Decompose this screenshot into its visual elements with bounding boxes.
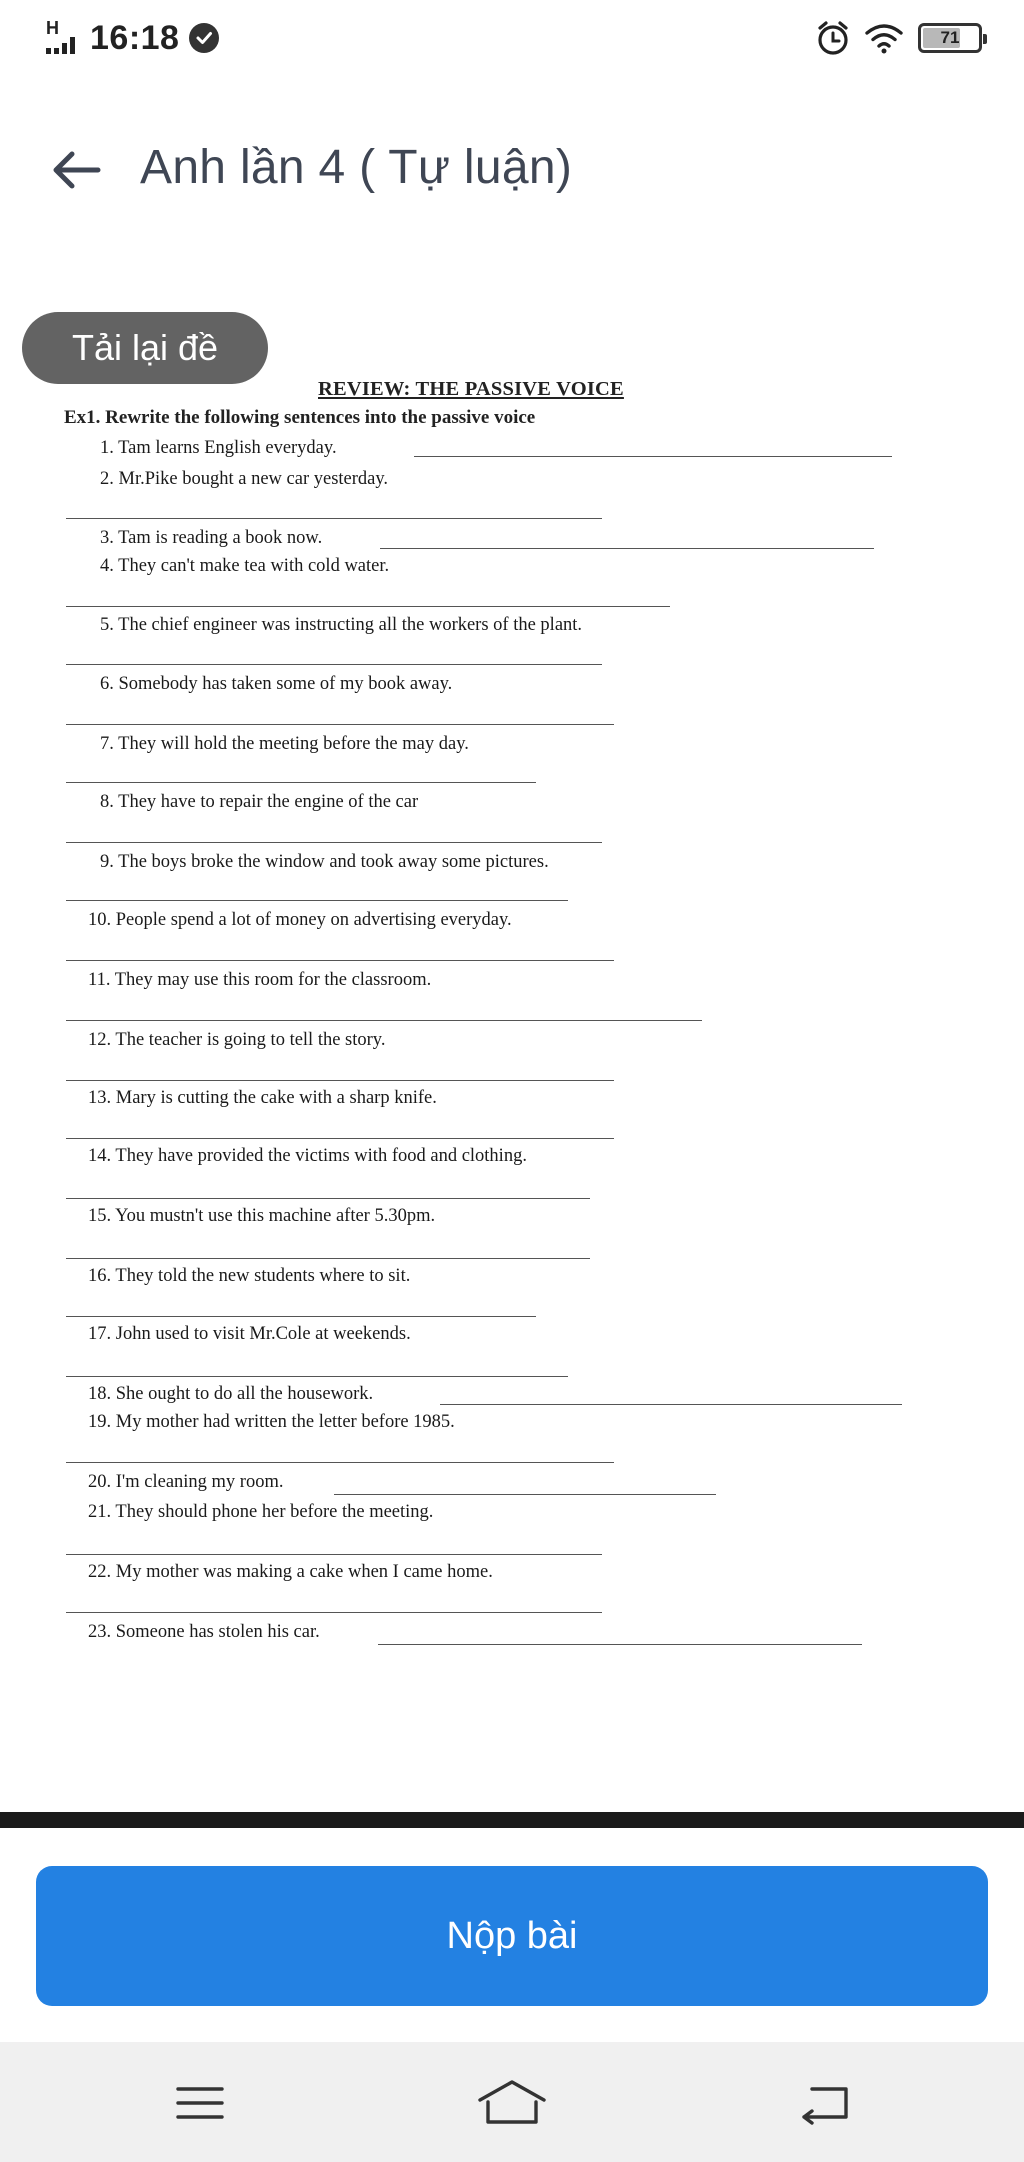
question-16: 16. They told the new students where to sit.	[88, 1266, 411, 1286]
system-nav-bar	[0, 2042, 1024, 2162]
status-time: 16:18	[90, 18, 180, 57]
answer-line-2	[66, 518, 602, 519]
question-5: 5. The chief engineer was instructing all the workers of the plant.	[100, 615, 583, 635]
answer-line-16	[66, 1316, 536, 1317]
answer-line-19	[66, 1462, 614, 1463]
question-19: 19. My mother had written the letter before 1985.	[88, 1412, 455, 1432]
answer-line-18	[440, 1404, 902, 1405]
back-arrow-icon	[50, 148, 102, 192]
question-6: 6. Somebody has taken some of my book away.	[100, 674, 453, 694]
question-14: 14. They have provided the victims with food and clothing.	[88, 1146, 527, 1166]
answer-line-11	[66, 1020, 702, 1021]
worksheet-instruction: Ex1. Rewrite the following sentences into the passive voice	[64, 407, 536, 428]
worksheet-title: REVIEW: THE PASSIVE VOICE	[318, 378, 624, 400]
answer-line-9	[66, 900, 568, 901]
answer-line-21	[66, 1554, 602, 1555]
question-13: 13. Mary is cutting the cake with a sharp knife.	[88, 1088, 437, 1108]
network-type: H	[46, 18, 59, 38]
question-9: 9. The boys broke the window and took away some pictures.	[100, 852, 549, 872]
question-11: 11. They may use this room for the classroom.	[88, 970, 432, 990]
back-icon	[796, 2081, 852, 2125]
notification-check-icon	[189, 23, 219, 53]
question-12: 12. The teacher is going to tell the story.	[88, 1030, 386, 1050]
page-title: Anh lần 4 ( Tự luận)	[140, 141, 573, 194]
submit-button[interactable]: Nộp bài	[36, 1866, 988, 2006]
answer-line-8	[66, 842, 602, 843]
worksheet	[0, 378, 1024, 1658]
status-right	[816, 20, 982, 56]
answer-line-1	[414, 456, 892, 457]
answer-line-4	[66, 606, 670, 607]
battery-icon	[918, 23, 982, 53]
status-bar	[0, 0, 1024, 80]
question-21: 21. They should phone her before the meeting.	[88, 1502, 434, 1522]
answer-line-20	[334, 1494, 716, 1495]
reload-exam-button[interactable]: Tải lại đề	[22, 312, 268, 384]
question-7: 7. They will hold the meeting before the may day.	[100, 734, 469, 754]
answer-line-6	[66, 724, 614, 725]
question-23: 23. Someone has stolen his car.	[88, 1622, 320, 1642]
nav-back-button[interactable]	[784, 2068, 864, 2138]
question-1: 1. Tam learns English everyday.	[100, 438, 337, 458]
answer-line-12	[66, 1080, 614, 1081]
question-18: 18. She ought to do all the housework.	[88, 1384, 374, 1404]
question-10: 10. People spend a lot of money on advertising everyday.	[88, 910, 512, 930]
home-icon	[476, 2078, 548, 2128]
question-4: 4. They can't make tea with cold water.	[100, 556, 390, 576]
alarm-icon	[816, 20, 850, 56]
answer-line-15	[66, 1258, 590, 1259]
menu-icon	[175, 2083, 225, 2123]
signal-icon	[46, 18, 86, 58]
nav-home-button[interactable]	[472, 2068, 552, 2138]
answer-line-23	[378, 1644, 862, 1645]
question-3: 3. Tam is reading a book now.	[100, 528, 323, 548]
answer-line-14	[66, 1198, 590, 1199]
question-2: 2. Mr.Pike bought a new car yesterday.	[100, 469, 389, 489]
answer-line-7	[66, 782, 536, 783]
answer-line-13	[66, 1138, 614, 1139]
question-22: 22. My mother was making a cake when I came home.	[88, 1562, 493, 1582]
answer-line-3	[380, 548, 874, 549]
answer-line-22	[66, 1612, 602, 1613]
back-button[interactable]	[50, 148, 102, 192]
wifi-icon	[864, 22, 904, 54]
question-20: 20. I'm cleaning my room.	[88, 1472, 284, 1492]
nav-menu-button[interactable]	[160, 2068, 240, 2138]
answer-line-17	[66, 1376, 568, 1377]
status-left	[46, 18, 219, 58]
battery-level: 71	[940, 28, 960, 47]
app-header	[0, 120, 1024, 220]
question-8: 8. They have to repair the engine of the car	[100, 792, 419, 812]
section-divider	[0, 1812, 1024, 1828]
answer-line-10	[66, 960, 614, 961]
question-17: 17. John used to visit Mr.Cole at weekends.	[88, 1324, 411, 1344]
question-15: 15. You mustn't use this machine after 5.30pm.	[88, 1206, 436, 1226]
answer-line-5	[66, 664, 602, 665]
